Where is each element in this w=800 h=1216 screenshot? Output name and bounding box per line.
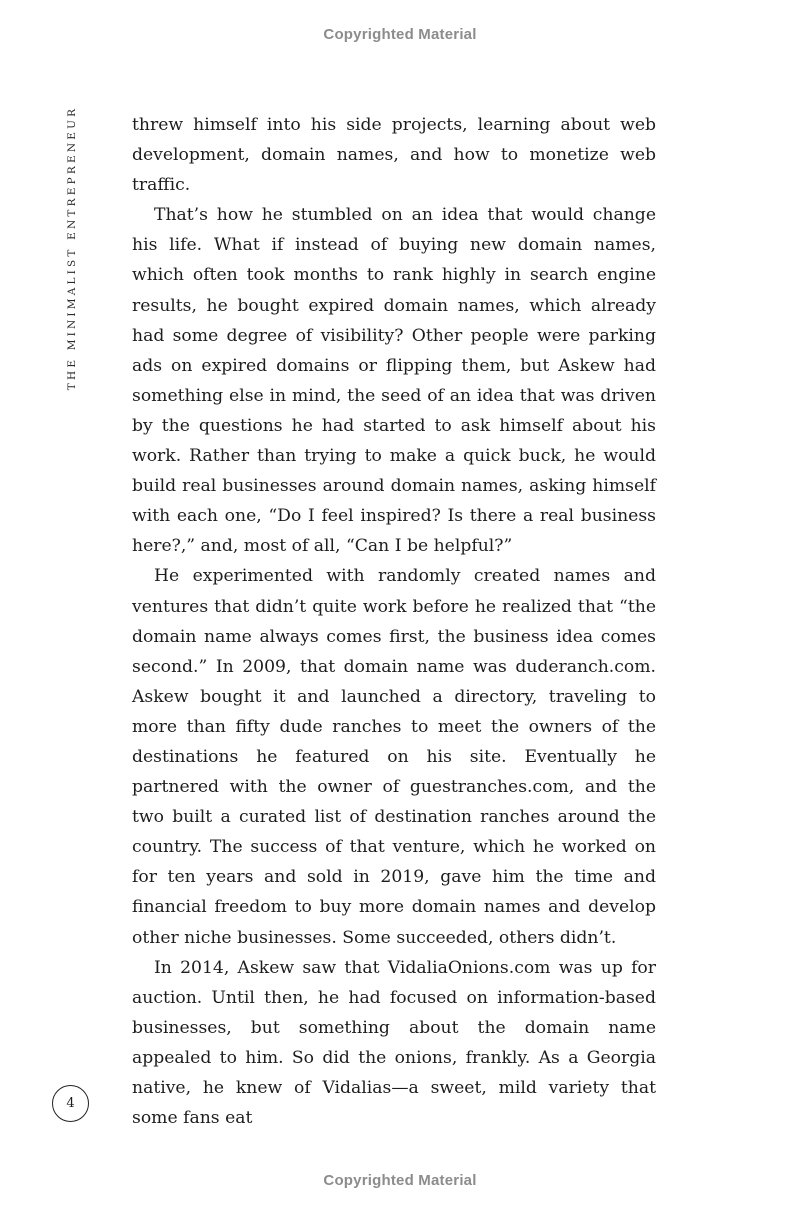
page-number: 4: [52, 1085, 89, 1122]
paragraph: threw himself into his side projects, learning about web development, domain names, and how to monetize web traffic.: [132, 115, 656, 196]
paragraph: He experimented with randomly created names and ventures that didn’t quite work before he realized that “the domain name always comes first, the business idea comes second.” In 2009, that domain name was duderanch.com. Askew bought it and launched a directory, traveling to more than fifty dude ranches to meet the owners of the destinations he featured on his site. Eventually he partnered with the owner of guestranches.com, and the two built a curated list of destination ranches around the country. The success of that venture, which he worked on for ten years and sold in 2019, gave him the time and financial freedom to buy more domain names and develop other niche businesses. Some succeeded, others didn’t.: [132, 566, 656, 948]
body-text: [132, 110, 656, 1133]
paragraph: That’s how he stumbled on an idea that would change his life. What if instead of buying new domain names, which often took months to rank highly in search engine results, he bought expired domain names, which already had some degree of visibility? Other people were parking ads on expired domains or flipping them, but Askew had something else in mind, the seed of an idea that was driven by the questions he had started to ask himself about his work. Rather than trying to make a quick buck, he would build real businesses around domain names, asking himself with each one, “Do I feel inspired? Is there a real business here?,” and, most of all, “Can I be helpful?”: [132, 205, 656, 557]
running-head: THE MINIMALIST ENTREPRENEUR: [66, 105, 78, 391]
paragraph: In 2014, Askew saw that VidaliaOnions.com was up for auction. Until then, he had focused on information-based businesses, but something about the domain name appealed to him. So did the onions, frankly. As a Georgia native, he knew of Vidalias—a sweet, mild variety that some fans eat: [132, 957, 656, 1129]
copyright-watermark-bottom: Copyrighted Material: [323, 1172, 477, 1189]
copyright-watermark-top: Copyrighted Material: [323, 26, 477, 43]
